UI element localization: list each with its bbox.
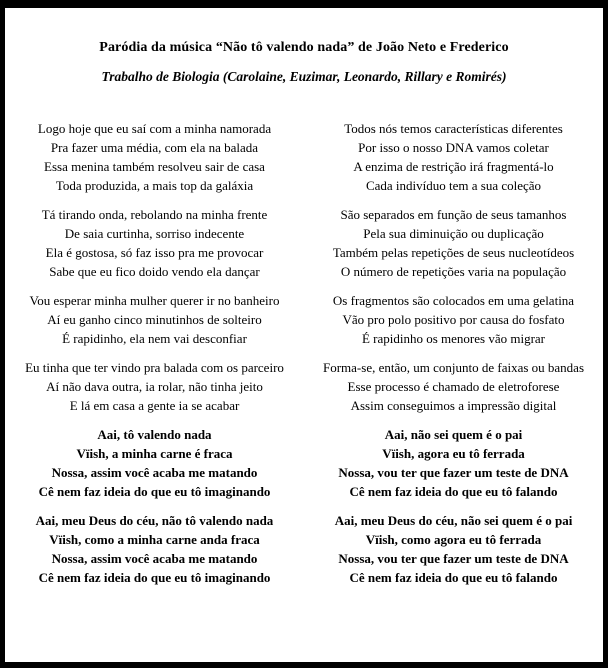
- page-subtitle: Trabalho de Biologia (Carolaine, Euzimar, Leonardo, Rillary e Romirés): [101, 69, 507, 84]
- lyric-line: Aai, meu Deus do céu, não sei quem é o pai: [334, 513, 573, 528]
- lyric-line: Ela é gostosa, só faz isso pra me provocar: [45, 245, 264, 260]
- lyric-line: Forma-se, então, um conjunto de faixas ou bandas: [322, 360, 584, 375]
- lyric-line: Vão pro polo positivo por causa do fosfato: [342, 312, 565, 327]
- lyric-line: Nossa, assim você acaba me matando: [51, 551, 258, 566]
- lyric-line: Todos nós temos características diferentes: [344, 121, 563, 136]
- lyric-line: De saia curtinha, sorriso indecente: [64, 226, 245, 241]
- lyric-line: Pra fazer uma média, com ela na balada: [50, 140, 259, 155]
- lyric-line: Essa menina também resolveu sair de casa: [44, 159, 265, 174]
- lyric-line: Vïish, como agora eu tô ferrada: [365, 532, 542, 547]
- stanza: [304, 205, 603, 281]
- lyric-line: Vïish, a minha carne é fraca: [76, 446, 233, 461]
- lyric-line: Cê nem faz ideia do que eu tô falando: [349, 570, 558, 585]
- stanza: [5, 291, 304, 348]
- stanza: [5, 119, 304, 195]
- lyric-line: Esse processo é chamado de eletroforese: [347, 379, 560, 394]
- lyric-line: Aai, tô valendo nada: [97, 427, 212, 442]
- lyric-line: São separados em função de seus tamanhos: [340, 207, 567, 222]
- lyrics-column-left: [5, 119, 304, 597]
- lyric-line: Aai, não sei quem é o pai: [384, 427, 523, 442]
- lyric-line: Por isso o nosso DNA vamos coletar: [358, 140, 549, 155]
- lyric-line: O número de repetições varia na população: [340, 264, 567, 279]
- stanza: [304, 291, 603, 348]
- lyric-line: Eu tinha que ter vindo pra balada com os parceiro: [25, 360, 284, 375]
- lyric-line: Aí não dava outra, ia rolar, não tinha jeito: [46, 379, 263, 394]
- stanza: [304, 119, 603, 195]
- lyric-line: Tá tirando onda, rebolando na minha frente: [41, 207, 268, 222]
- stanza: [304, 358, 603, 415]
- lyric-line: Aí eu ganho cinco minutinhos de solteiro: [47, 312, 262, 327]
- lyric-line: É rapidinho os menores vão migrar: [361, 331, 546, 346]
- lyric-line: Os fragmentos são colocados em uma gelatina: [332, 293, 575, 308]
- lyric-line: Sabe que eu fico doido vendo ela dançar: [49, 264, 260, 279]
- stanza: [5, 205, 304, 281]
- lyric-line: Pela sua diminuição ou duplicação: [363, 226, 544, 241]
- stanza: [304, 425, 603, 501]
- lyric-line: A enzima de restrição irá fragmentá-lo: [353, 159, 554, 174]
- lyrics-columns: [5, 119, 603, 597]
- stanza: [5, 358, 304, 415]
- page-title: Paródia da música “Não tô valendo nada” de João Neto e Frederico: [99, 40, 509, 55]
- lyric-line: Logo hoje que eu saí com a minha namorada: [37, 121, 272, 136]
- lyric-line: Vïish, como a minha carne anda fraca: [49, 532, 260, 547]
- lyric-line: É rapidinho, ela nem vai desconfiar: [62, 331, 247, 346]
- lyric-line: Toda produzida, a mais top da galáxia: [55, 178, 254, 193]
- lyric-line: Aai, meu Deus do céu, não tô valendo nada: [35, 513, 274, 528]
- lyric-line: Cada indivíduo tem a sua coleção: [365, 178, 542, 193]
- stanza: [304, 511, 603, 587]
- lyric-line: Cê nem faz ideia do que eu tô falando: [349, 484, 558, 499]
- lyric-line: Nossa, vou ter que fazer um teste de DNA: [338, 551, 569, 566]
- lyric-line: Vïish, agora eu tô ferrada: [382, 446, 525, 461]
- lyric-line: E lá em casa a gente ia se acabar: [69, 398, 240, 413]
- lyrics-column-right: [304, 119, 603, 597]
- stanza: [5, 511, 304, 587]
- lyric-line: Assim conseguimos a impressão digital: [350, 398, 557, 413]
- lyric-line: Vou esperar minha mulher querer ir no banheiro: [29, 293, 280, 308]
- lyric-line: Nossa, vou ter que fazer um teste de DNA: [338, 465, 569, 480]
- lyric-line: Cê nem faz ideia do que eu tô imaginando: [38, 570, 271, 585]
- lyric-line: Também pelas repetições de seus nucleotídeos: [332, 245, 575, 260]
- lyric-line: Nossa, assim você acaba me matando: [51, 465, 258, 480]
- lyric-line: Cê nem faz ideia do que eu tô imaginando: [38, 484, 271, 499]
- stanza: [5, 425, 304, 501]
